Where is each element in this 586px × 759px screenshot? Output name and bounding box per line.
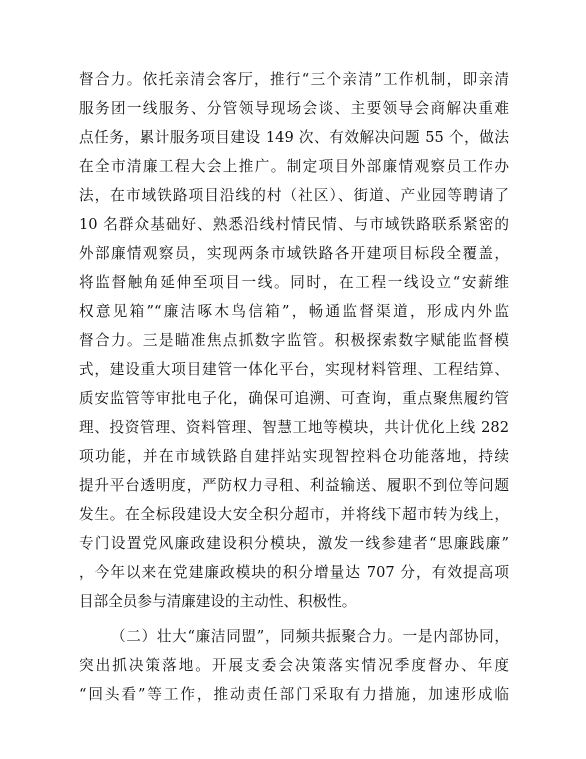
text-line-9: 权意见箱”“廉洁啄木鸟信箱”，畅通监督渠道，形成内外监 — [79, 303, 509, 320]
text-line-18: ，今年以来在党建廉政模块的积分增量达 707 分，有效提高项 — [79, 564, 509, 581]
text-line-19: 目部全员参与清廉建设的主动性、积极性。 — [79, 593, 357, 610]
text-line-3: 点任务，累计服务项目建设 149 次、有效解决问题 55 个，做法 — [79, 129, 509, 146]
text-line-15: 提升平台透明度，严防权力寻租、利益输送、履职不到位等问题 — [79, 477, 509, 494]
text-line-20: （二）壮大“廉洁同盟”，同频共振聚合力。一是内部协同， — [111, 628, 509, 645]
text-line-17: 专门设置党风廉政建设积分模块，激发一线参建者“思廉践廉” — [79, 535, 509, 552]
text-line-2: 服务团一线服务、分管领导现场会谈、主要领导会商解决重难 — [79, 100, 509, 117]
text-line-5: 法，在市域铁路项目沿线的村（社区）、街道、产业园等聘请了 — [79, 187, 509, 204]
text-line-16: 发生。在全标段建设大安全积分超市，并将线下超市转为线上， — [79, 506, 509, 523]
text-line-11: 式，建设重大项目建管一体化平台，实现材料管理、工程结算、 — [79, 361, 509, 378]
text-line-13: 理、投资管理、资料管理、智慧工地等模块，共计优化上线 282 — [79, 419, 509, 436]
text-line-21: 突出抓决策落地。开展支委会决策落实情况季度督办、年度 — [79, 657, 509, 674]
text-line-14: 项功能，并在市域铁路自建拌站实现智控料仓功能落地，持续 — [79, 448, 509, 465]
text-line-22: “回头看”等工作，推动责任部门采取有力措施，加速形成临 — [79, 686, 509, 703]
text-line-1: 督合力。依托亲清会客厅，推行“三个亲清”工作机制，即亲清 — [79, 71, 509, 88]
text-line-10: 督合力。三是瞄准焦点抓数字监管。积极探索数字赋能监督模 — [79, 332, 509, 349]
text-line-7: 外部廉情观察员，实现两条市域铁路各开建项目标段全覆盖， — [79, 245, 509, 262]
text-line-12: 质安监管等审批电子化，确保可追溯、可查询，重点聚焦履约管 — [79, 390, 509, 407]
text-line-4: 在全市清廉工程大会上推广。制定项目外部廉情观察员工作办 — [79, 158, 509, 175]
text-line-6: 10 名群众基础好、熟悉沿线村情民情、与市域铁路联系紧密的 — [79, 216, 509, 233]
text-line-8: 将监督触角延伸至项目一线。同时，在工程一线设立“安薪维 — [79, 274, 509, 291]
